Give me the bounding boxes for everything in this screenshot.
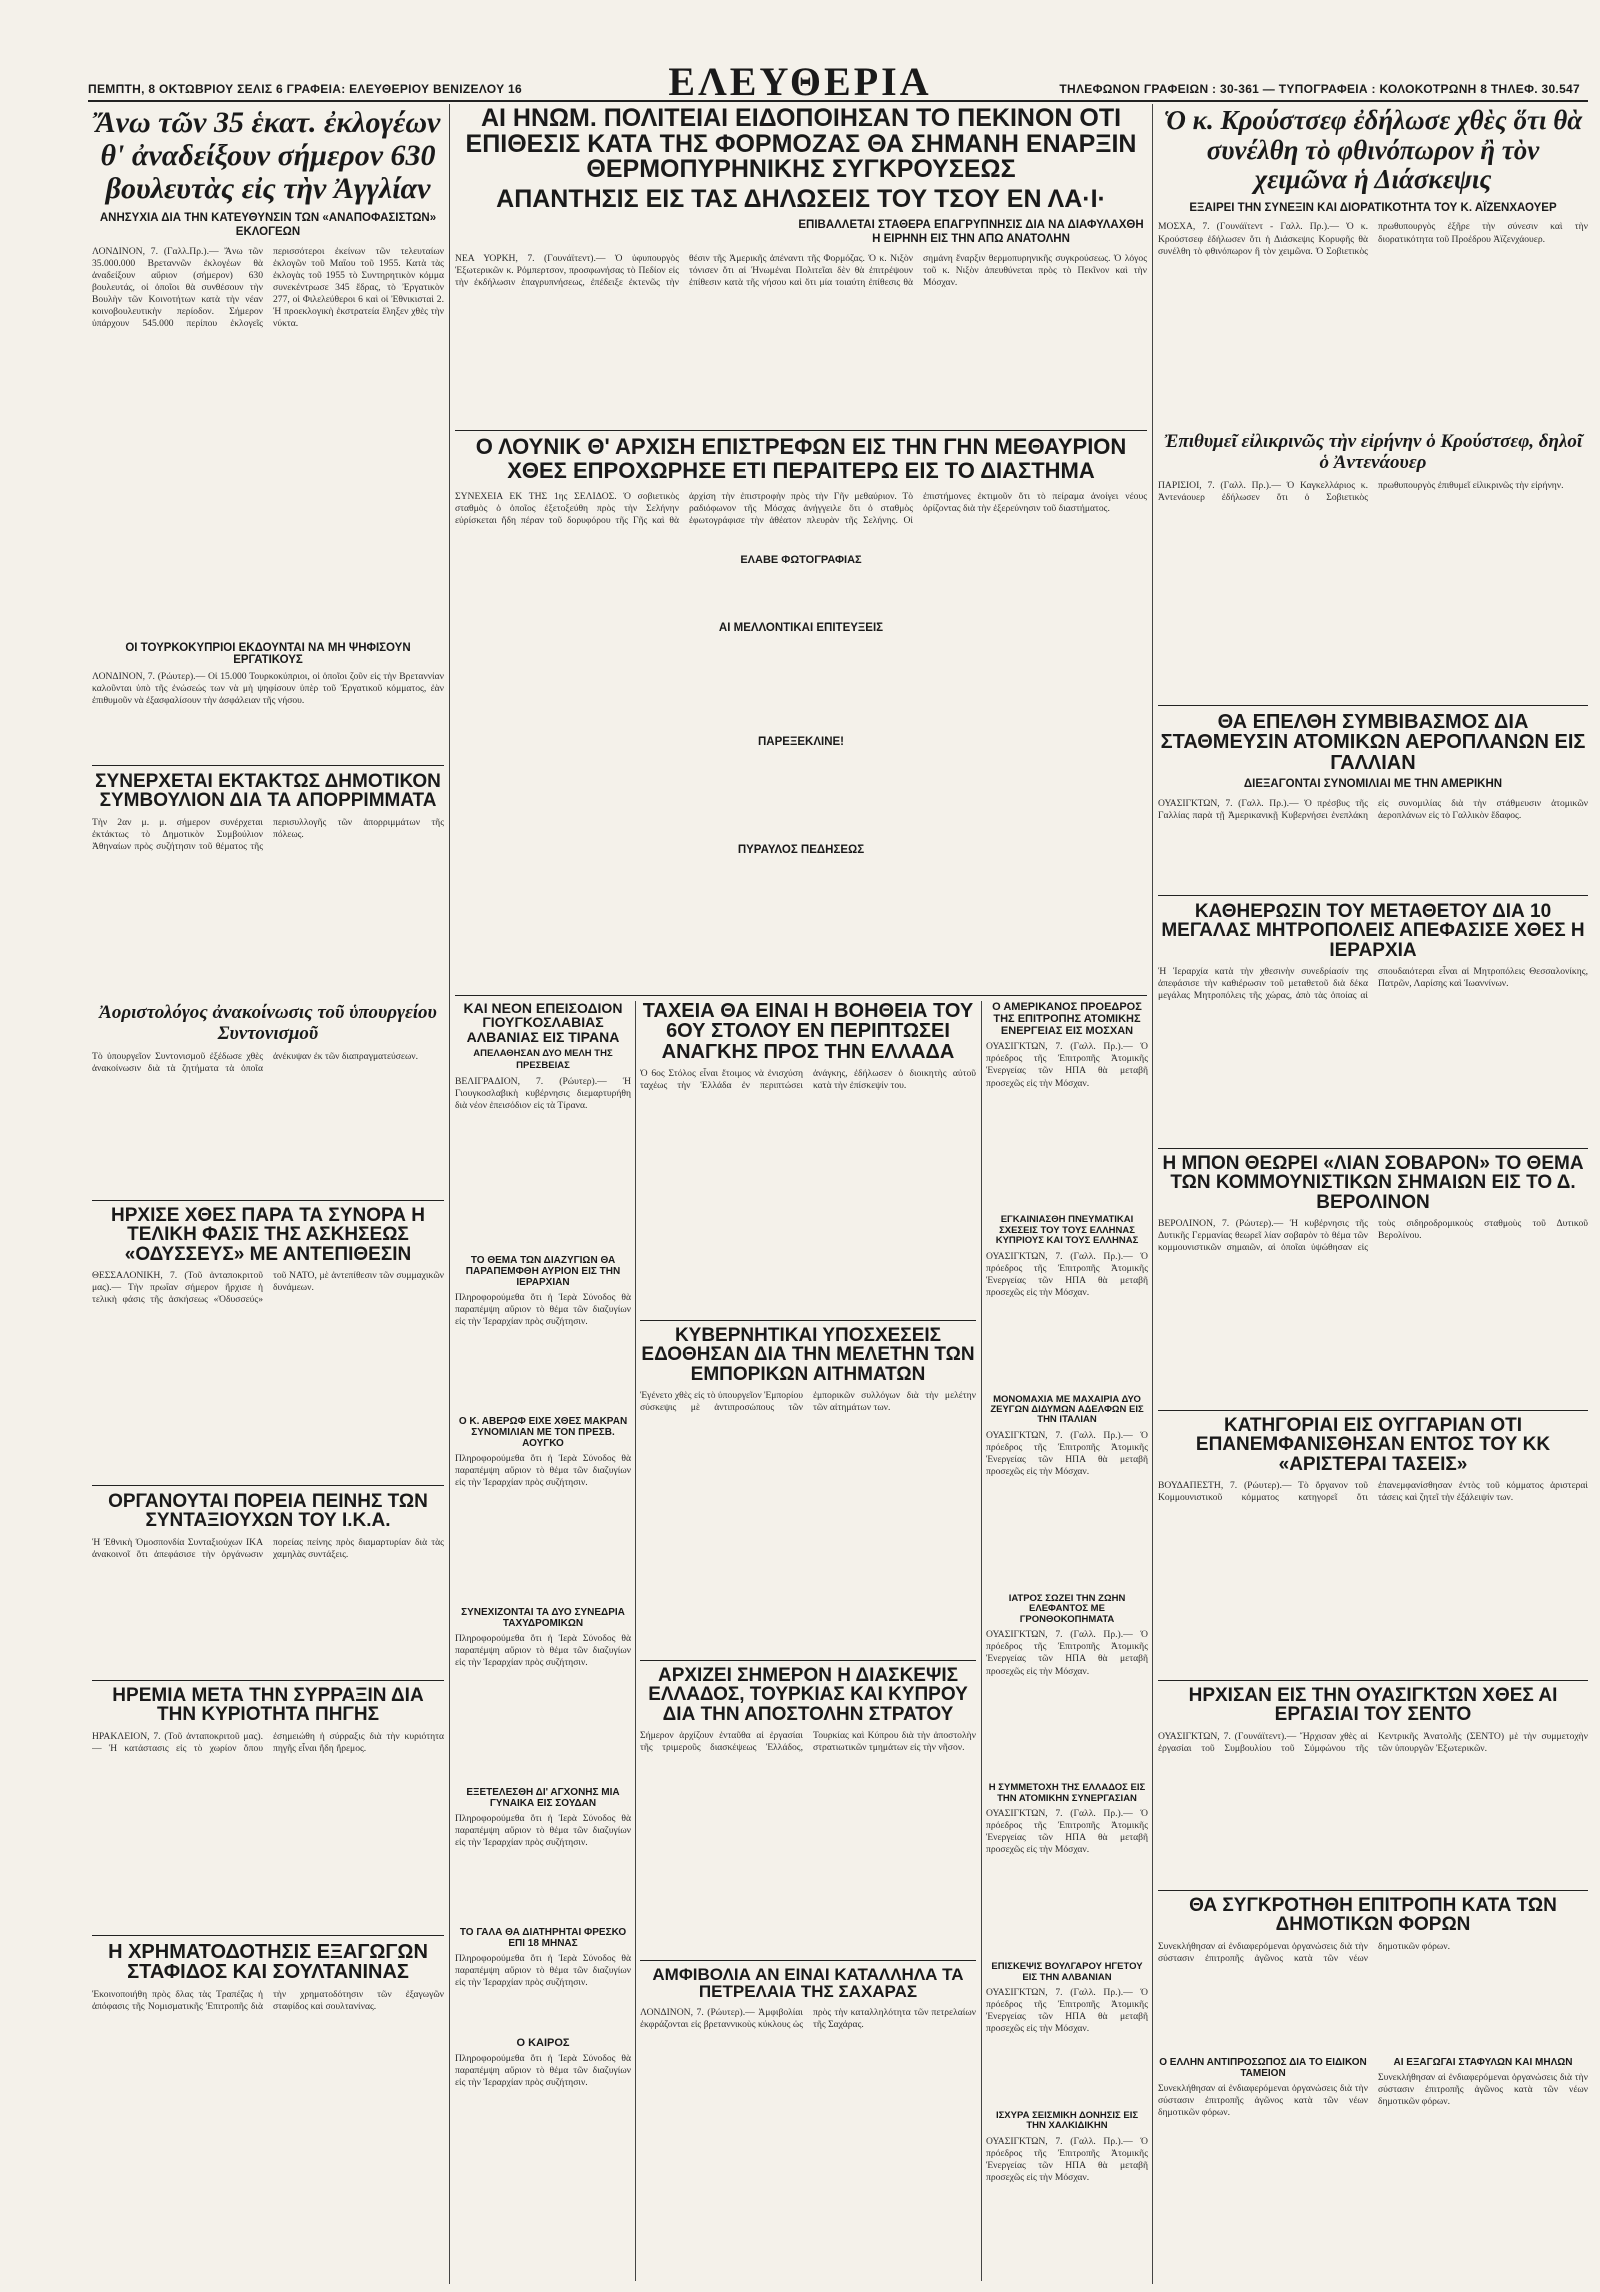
column-rule — [981, 1001, 982, 2281]
section-rule — [1158, 1890, 1588, 1891]
headline: ΑΜΦΙΒΟΛΙΑ ΑΝ ΕΙΝΑΙ ΚΑΤΑΛΛΗΛΑ ΤΑ ΠΕΤΡΕΛΑΙΑ ΤΗΣ ΣΑΧΑΡΑΣ — [652, 1966, 964, 2002]
subheadline: ΔΙΕΞΑΓΟΝΤΑΙ ΣΥΝΟΜΙΛΙΑΙ ΜΕ ΤΗΝ ΑΜΕΡΙΚΗΝ — [1243, 778, 1503, 791]
article-odysseus — [92, 1206, 444, 1470]
article-body: ΟΥΑΣΙΓΚΤΩΝ, 7. (Γαλλ. Πρ.).— Ὁ πρόεδρος τῆς Ἐπιτροπῆς Ἀτομικῆς Ἐνεργείας τῶν ΗΠΑ θὰ μεταβῆ προσεχῶς εἰς τὴν Μόσχαν. — [986, 1429, 1148, 1478]
headline: Ὁ κ. Κρούστσεφ ἐδήλωσε χθὲς ὅτι θὰ συνέλθη τὸ φθινόπωρον ἢ τὸν χειμῶνα ἡ Διάσκεψις — [1163, 106, 1583, 195]
headline: Ἀοριστολόγος ἀνακοίνωσις τοῦ ὑπουργείου Συντονισμοῦ — [99, 1001, 437, 1044]
section-future: ΑΙ ΜΕΛΛΟΝΤΙΚΑΙ ΕΠΙΤΕΥΞΕΙΣ — [718, 622, 884, 634]
headline: Η ΣΥΜΜΕΤΟΧΗ ΤΗΣ ΕΛΛΑΔΟΣ ΕΙΣ ΤΗΝ ΑΤΟΜΙΚΗΝ ΣΥΝΕΡΓΑΣΙΑΝ — [988, 1782, 1146, 1804]
section-photos: ΕΛΑΒΕ ΦΩΤΟΓΡΑΦΙΑΣ — [740, 554, 862, 566]
article-body: ΟΥΑΣΙΓΚΤΩΝ, 7. (Γουνάϊτεντ).— Ἤρχισαν χθὲς αἱ ἐργασίαι τοῦ Συμβουλίου τοῦ Σύμφώνου τῆς Κεντρικῆς Ἀνατολῆς (ΣΕΝΤΟ) μὲ τὴν συμμετοχὴν τῶν ὑπουργῶν Ἐξωτερικῶν. — [1158, 1730, 1588, 1754]
article-body: Τὸ ὑπουργεῖον Συντονισμοῦ ἐξέδωσε χθὲς ἀνακοίνωσιν διὰ τὰ ζητήματα τὰ ὁποῖα ἀνέκυψαν ἐκ τῶν διαπραγματεύσεων. — [92, 1050, 418, 1074]
article-body: Ἐκοινοποιήθη πρὸς δλας τὰς Τραπέζας ἡ ἀπόφασις τῆς Νομισματικῆς Ἐπιτροπῆς διὰ τὴν χρηματοδότησιν τῶν ἐξαγωγῶν σταφίδος καὶ σουλτανίνας. — [92, 1988, 444, 2012]
article-body: ΛΟΝΔΙΝΟΝ, 7. (Ρώυτερ).— Ἀμφιβολίαι ἐκφράζονται εἰς βρεταννικοὺς κύκλους ὡς πρὸς τὴν καταλληλότητα τῶν πετρελαίων τῆς Σαχάρας. — [640, 2006, 976, 2030]
article-body: Πληροφορούμεθα ὅτι ἡ Ἱερὰ Σύνοδος θὰ παραπέμψη αὔριον τὸ θέμα τῶν διαζυγίων εἰς τὴν Ἱεραρχίαν πρὸς συζήτησιν. — [455, 2052, 631, 2088]
article-body: ΛΟΝΔΙΝΟΝ, 7. (Ρώυτερ).— Οἱ 15.000 Τουρκοκύπριοι, οἱ ὁποῖοι ζοῦν εἰς τὴν Βρεταννίαν καλοῦνται ὑπὸ τῆς ἐνώσεώς των νὰ μὴ ψηφίσουν ὑπὲρ τοῦ Ἐργατικοῦ κόμματος, ἐὰν ἐπιθυμοῦν νὰ ἐξασφαλίσουν τὴν ἀσφάλειαν τῆς νήσου. — [92, 671, 444, 707]
headline: ΑΡΧΙΖΕΙ ΣΗΜΕΡΟΝ Η ΔΙΑΣΚΕΨΙΣ ΕΛΛΑΔΟΣ, ΤΟΥΡΚΙΑΣ ΚΑΙ ΚΥΠΡΟΥ ΔΙΑ ΤΗΝ ΑΠΟΣΤΟΛΗΝ ΣΤΡΑΤΟΥ — [648, 1666, 968, 1725]
headline: Ο Κ. ΑΒΕΡΩΦ ΕΙΧΕ ΧΘΕΣ ΜΑΚΡΑΝ ΣΥΝΟΜΙΛΙΑΝ ΜΕ ΤΟΝ ΠΡΕΣΒ. ΑΟΥΓΚΟ — [458, 1415, 628, 1449]
article-body: ΟΥΑΣΙΓΚΤΩΝ, 7. (Γαλλ. Πρ.).— Ὁ πρόεδρος τῆς Ἐπιτροπῆς Ἀτομικῆς Ἐνεργείας τῶν ΗΠΑ θὰ μεταβῆ προσεχῶς εἰς τὴν Μόσχαν. — [986, 1041, 1148, 1089]
article-body: ΘΕΣΣΑΛΟΝΙΚΗ, 7. (Τοῦ ἀνταποκριτοῦ μας).— Τὴν πρωΐαν σήμερον ἤρχισε ἡ τελικὴ φάσις τῆς ἀσκήσεως «Ὀδυσσεύς» τοῦ ΝΑΤΟ, μὲ ἀντεπίθεσιν τῶν συμμαχικῶν δυνάμεων. — [92, 1270, 444, 1306]
article-body: Συνεκλήθησαν αἱ ἐνδιαφερόμεναι ὀργανώσεις διὰ τὴν σύστασιν ἐπιτροπῆς ἀγῶνος κατὰ τῶν νέων δημοτικῶν φόρων. — [1378, 2071, 1588, 2107]
headline: ΙΣΧΥΡΑ ΣΕΙΣΜΙΚΗ ΔΟΝΗΣΙΣ ΕΙΣ ΤΗΝ ΧΑΛΚΙΔΙΚΗΝ — [995, 2109, 1139, 2132]
masthead-rule — [88, 100, 1588, 102]
article-body: ΟΥΑΣΙΓΚΤΩΝ, 7. (Γαλλ. Πρ.).— Ὁ πρόεδρος τῆς Ἐπιτροπῆς Ἀτομικῆς Ἐνεργείας τῶν ΗΠΑ θὰ μεταβῆ προσεχῶς εἰς τὴν Μόσχαν. — [986, 1808, 1148, 1856]
article-body: Πληροφορούμεθα ὅτι ἡ Ἱερὰ Σύνοδος θὰ παραπέμψη αὔριον τὸ θέμα τῶν διαζυγίων εἰς τὴν Ἱεραρχίαν πρὸς συζήτησιν. — [455, 1452, 631, 1488]
article-body: Πληροφορούμεθα ὅτι ἡ Ἱερὰ Σύνοδος θὰ παραπέμψη αὔριον τὸ θέμα τῶν διαζυγίων εἰς τὴν Ἱεραρχίαν πρὸς συζήτησιν. — [455, 1291, 631, 1327]
headline: ΑΙ ΕΞΑΓΩΓΑΙ ΣΤΑΦΥΛΩΝ ΚΑΙ ΜΗΛΩΝ — [1393, 2056, 1573, 2068]
article-body: ΟΥΑΣΙΓΚΤΩΝ, 7. (Γαλλ. Πρ.).— Ὁ πρόεδρος τῆς Ἐπιτροπῆς Ἀτομικῆς Ἐνεργείας τῶν ΗΠΑ θὰ μεταβῆ προσεχῶς εἰς τὴν Μόσχαν. — [986, 1250, 1148, 1298]
section-rule — [92, 1680, 444, 1681]
headline: ΕΠΙΣΚΕΨΙΣ ΒΟΥΛΓΑΡΟΥ ΗΓΕΤΟΥ ΕΙΣ ΤΗΝ ΑΛΒΑΝΙΑΝ — [991, 1961, 1143, 1983]
article-hunger-march — [92, 1492, 444, 1657]
headline: Ο ΚΑΙΡΟΣ — [516, 2036, 570, 2049]
article-body: ΒΟΥΔΑΠΕΣΤΗ, 7. (Ρώυτερ).— Τὸ ὄργανον τοῦ Κομμουνιστικοῦ κόμματος κατηγορεῖ ὅτι ἐπανεμφανίσθησαν ἐντὸς τοῦ κόμματος ἀριστεραὶ τάσεις καὶ ζητεῖ τὴν ἐξάλειψίν των. — [1158, 1480, 1588, 1504]
article-body: ΒΕΛΙΓΡΑΔΙΟΝ, 7. (Ρώυτερ).— Ἡ Γιουγκοσλαβικὴ κυβέρνησις διεμαρτυρήθη διὰ νέον ἐπεισόδιον εἰς τὰ Τίρανα. — [455, 1075, 631, 1111]
headline: ΗΡΕΜΙΑ ΜΕΤΑ ΤΗΝ ΣΥΡΡΑΞΙΝ ΔΙΑ ΤΗΝ ΚΥΡΙΟΤΗΤΑ ΠΗΓΗΣ — [112, 1686, 424, 1726]
headline: ΗΡΧΙΣΕ ΧΘΕΣ ΠΑΡΑ ΤΑ ΣΥΝΟΡΑ Η ΤΕΛΙΚΗ ΦΑΣΙΣ ΤΗΣ ΑΣΚΗΣΕΩΣ «ΟΔΥΣΣΕΥΣ» ΜΕ ΑΝΤΕΠΙΘΕΣΙΝ — [111, 1206, 425, 1265]
article-body: ΝΕΑ ΥΟΡΚΗ, 7. (Γουνάϊτεντ).— Ὁ ὑφυπουργὸς Ἐξωτερικῶν κ. Ρόμπερτσον, προσφωνήσας τὸ Πεδίον εἰς τὴν ἐκδήλωσιν ἐπαγρυπνήσεως, ἐπέδειξε ἐκτενῶς τὴν θέσιν τῆς Ἀμερικῆς ἀπέναντι τῆς Φορμόζας. Ὁ κ. Νιξὸν τόνισεν ὅτι αἱ Ἡνωμέναι Πολιτεῖαι δὲν θὰ ἐπιτρέψουν ἐπίθεσιν κατὰ τῆς νήσου καὶ ὅτι μία τοιαύτη ἐπίθεσις θὰ σημάνη ἔναρξιν θερμοπυρηνικῆς συγκρούσεως. Ὁ λόγος τοῦ κ. Νιξὸν ἀπευθύνεται πρὸς τὸ Πεκῖνον καὶ τὴν Μόσχαν. — [455, 252, 1147, 288]
article-body: Συνεκλήθησαν αἱ ἐνδιαφερόμεναι ὀργανώσεις διὰ τὴν σύστασιν ἐπιτροπῆς ἀγῶνος κατὰ τῶν νέων δημοτικῶν φόρων. — [1158, 1940, 1450, 1964]
article-body: Ἡ Ἐθνικὴ Ὁμοσπονδία Συνταξιούχων ΙΚΑ ἀνακοινοῖ ὅτι ἀπεφάσισε τὴν ὀργάνωσιν πορείας πείνης πρὸς διαμαρτυρίαν διὰ τὰς χαμηλὰς συντάξεις. — [92, 1536, 444, 1560]
headline: ΤΟ ΘΕΜΑ ΤΩΝ ΔΙΑΖΥΓΙΩΝ ΘΑ ΠΑΡΑΠΕΜΦΘΗ ΑΥΡΙΟΝ ΕΙΣ ΤΗΝ ΙΕΡΑΡΧΙΑΝ — [465, 1254, 621, 1288]
article-body: ΟΥΑΣΙΓΚΤΩΝ, 7. (Γαλλ. Πρ.).— Ὁ πρόεδρος τῆς Ἐπιτροπῆς Ἀτομικῆς Ἐνεργείας τῶν ΗΠΑ θὰ μεταβῆ προσεχῶς εἰς τὴν Μόσχαν. — [986, 1986, 1148, 2035]
headline: ΘΑ ΕΠΕΛΘΗ ΣΥΜΒΙΒΑΣΜΟΣ ΔΙΑ ΣΤΑΘΜΕΥΣΙΝ ΑΤΟΜΙΚΩΝ ΑΕΡΟΠΛΑΝΩΝ ΕΙΣ ΓΑΛΛΙΑΝ — [1160, 712, 1586, 774]
article-conference — [640, 1666, 976, 1930]
section-rule — [640, 1660, 976, 1661]
headline: ΧΘΕΣ ΕΠΡΟΧΩΡΗΣΕ ΕΤΙ ΠΕΡΑΙΤΕΡΩ ΕΙΣ ΤΟ ΔΙΑΣΤΗΜΑ — [507, 458, 1095, 484]
article-body: Ἡ Ἱεραρχία κατὰ τὴν χθεσινὴν συνεδρίασίν της ἀπεφάσισε τὴν καθιέρωσιν τοῦ μεταθετοῦ διὰ δέκα μεγάλας Μητροπόλεις τῆς χώρας, ἀπὸ τὰς ὁποίας αἱ σπουδαιότεραι εἶναι αἱ Μητροπόλεις Θεσσαλονίκης, Πατρῶν, Λαρίσης καὶ Ἰωαννίνων. — [1158, 966, 1588, 1002]
section-rule — [92, 1485, 444, 1486]
article-hungary — [1158, 1416, 1588, 1670]
article-pekin — [455, 106, 1147, 413]
article-body: ΛΟΝΔΙΝΟΝ, 7. (Γαλλ.Πρ.).— Ἄνω τῶν 35.000.000 Βρεταννῶν ἐκλογέων θὰ ἀναδείξουν αὔριον (σήμερον) 630 βουλευτάς, οἱ ὁποῖοι θὰ συνθέσουν τὴν Βουλὴν τῶν Κοινοτήτων κατὰ τὴν νέαν κοινοβουλευτικὴν περίοδον. Σήμερον ὑπάρχουν 545.000 περίπου ἐκλογεῖς περισσότεροι ἐκείνων τῶν τελευταίων ἐκλογῶν τοῦ Μαΐου τοῦ 1955. Κατὰ τὰς ἐκλογὰς τοῦ 1955 τὸ Συντηρητικὸν κόμμα συνεκέντρωσε 345 ἕδρας, τὸ Ἐργατικὸν 277, οἱ Φιλελεύθεροι 6 καὶ οἱ Ἐθνικισταὶ 2. Ἡ προεκλογικὴ ἐκστρατεία ἔληξεν χθὲς τὴν νύκτα. — [92, 245, 444, 330]
headline: Ἐπιθυμεῖ εἰλικρινῶς τὴν εἰρήνην ὁ Κρούστσεφ, δηλοῖ ὁ Ἀντενάουερ — [1163, 431, 1583, 474]
subheadline: ΕΠΙΒΑΛΛΕΤΑΙ ΣΤΑΘΕΡΑ ΕΠΑΓΡΥΠΝΗΣΙΣ ΔΙΑ ΝΑ ΔΙΑΦΥΛΑΧΘΗ Η ΕΙΡΗΝΗ ΕΙΣ ΤΗΝ ΑΠΩ ΑΝΑΤΟΛΗΝ — [798, 219, 1144, 246]
subheadline: ΕΞΑΙΡΕΙ ΤΗΝ ΣΥΝΕΞΙΝ ΚΑΙ ΔΙΟΡΑΤΙΚΟΤΗΤΑ ΤΟΥ Κ. ΑΪΖΕΝΧΑΟΥΕΡ — [1189, 202, 1557, 215]
article-body: Τὴν 2αν μ. μ. σήμερον συνέρχεται ἐκτάκτως τὸ Δημοτικὸν Συμβούλιον Ἀθηναίων πρὸς συζήτησιν τοῦ θέματος τῆς περισυλλογῆς τῶν ἀπορριμμάτων τῆς πόλεως. — [92, 816, 444, 852]
headline: ΤΑΧΕΙΑ ΘΑ ΕΙΝΑΙ Η ΒΟΗΘΕΙΑ ΤΟΥ 6ΟΥ ΣΤΟΛΟΥ ΕΝ ΠΕΡΙΠΤΩΣΕΙ ΑΝΑΓΚΗΣ ΠΡΟΣ ΤΗΝ ΕΛΛΑΔΑ — [642, 1001, 974, 1063]
article-lunik — [455, 436, 1147, 1001]
article-body: Πληροφορούμεθα ὅτι ἡ Ἱερὰ Σύνοδος θὰ παραπέμψη αὔριον τὸ θέμα τῶν διαζυγίων εἰς τὴν Ἱεραρχίαν πρὸς συζήτησιν. — [455, 1812, 631, 1848]
article-municipal — [1158, 1896, 1588, 2233]
section-deviation: ΠΑΡΕΞΕΚΛΙΝΕ! — [758, 736, 844, 748]
subheadline: ΑΠΕΛΑΘΗΣΑΝ ΔΥΟ ΜΕΛΗ ΤΗΣ ΠΡΕΣΒΕΙΑΣ — [473, 1047, 613, 1071]
article-body: ΜΟΣΧΑ, 7. (Γουνάϊτεντ - Γαλλ. Πρ.).— Ὁ κ. Κρούστσεφ ἐδήλωσεν ὅτι ἡ Διάσκεψις Κορυφῆς θὰ συνέλθη τὸ φθινόπωρον ἢ τὸν χειμῶνα. Ὁ Σοβιετικὸς πρωθυπουργὸς ἐξῆρε τὴν σύνεσιν καὶ τὴν διορατικότητα τοῦ Προέδρου Ἀϊζενχάουερ. — [1158, 221, 1588, 257]
masthead-date-address: ΠΕΜΠΤΗ, 8 ΟΚΤΩΒΡΙΟΥ ΣΕΛΙΣ 6 ΓΡΑΦΕΙΑ: ΕΛΕΥΘΕΡΙΟΥ ΒΕΝΙΖΕΛΟΥ 16 — [88, 82, 522, 96]
masthead-phone: ΤΗΛΕΦΩΝΟΝ ΓΡΑΦΕΙΩΝ : 30-361 — ΤΥΠΟΓΡΑΦΕΙΑ : ΚΟΛΟΚΟΤΡΩΝΗ 8 ΤΗΛΕΦ. 30.547 — [1059, 82, 1580, 96]
headline: ΑΠΑΝΤΗΣΙΣ ΕΙΣ ΤΑΣ ΔΗΛΩΣΕΙΣ ΤΟΥ ΤΣΟΥ ΕΝ ΛΑ·Ι· — [496, 184, 1106, 213]
article-body: ΟΥΑΣΙΓΚΤΩΝ, 7. (Γαλλ. Πρ.).— Ὁ πρόεδρος τῆς Ἐπιτροπῆς Ἀτομικῆς Ἐνεργείας τῶν ΗΠΑ θὰ μεταβῆ προσεχῶς εἰς τὴν Μόσχαν. — [986, 2135, 1148, 2184]
masthead — [0, 60, 1600, 100]
article-body: ΠΑΡΙΣΙΟΙ, 7. (Γαλλ. Πρ.).— Ὁ Καγκελλάριος κ. Ἀντενάουερ ἐδήλωσεν ὅτι ὁ Σοβιετικὸς πρωθυπουργὸς ἐπιθυμεῖ εἰλικρινῶς τὴν εἰρήνην. — [1158, 480, 1564, 504]
headline: ΕΓΚΑΙΝΙΑΣΘΗ ΠΝΕΥΜΑΤΙΚΑΙ ΣΧΕΣΕΙΣ ΤΟΥ ΤΟΥΣ ΕΛΛΗΝΑΣ ΚΥΠΡΙΟΥΣ ΚΑΙ ΤΟΥΣ ΕΛΛΗΝΑΣ — [995, 1214, 1139, 1247]
article-body: ΣΥΝΕΧΕΙΑ ΕΚ ΤΗΣ 1ης ΣΕΛΙΔΟΣ. Ὁ σοβιετικὸς σταθμὸς ὁ ὁποῖος ἐξετοξεύθη πρὸς τὴν Σελήνην εὑρίσκεται ἤδη πέραν τοῦ δορυφόρου τῆς Γῆς καὶ θὰ ἀρχίση τὴν ἐπιστροφὴν πρὸς τὴν Γῆν μεθαύριον. Τὸ ραδιόφωνον τῆς Μόσχας ἀνήγγειλε ὅτι ὁ σταθμὸς ἐφωτογράφισε τὴν ἀθέατον πλευρὰν τῆς Σελήνης. Οἱ ἐπιστήμονες ἐκτιμοῦν ὅτι τὸ πείραμα ἀνοίγει νέους ὁρίζοντας διὰ τὴν ἐξερεύνησιν τοῦ διαστήματος. — [455, 490, 1147, 527]
headline: ΕΞΕΤΕΛΕΣΘΗ ΔΙ' ΑΓΧΟΝΗΣ ΜΙΑ ΓΥΝΑΙΚΑ ΕΙΣ ΣΟΥΔΑΝ — [466, 1786, 620, 1809]
section-rule — [92, 1935, 444, 1936]
headline: ΙΑΤΡΟΣ ΣΩΖΕΙ ΤΗΝ ΖΩΗΝ ΕΛΕΦΑΝΤΟΣ ΜΕ ΓΡΟΝΘΟΚΟΠΗΜΑΤΑ — [1008, 1592, 1126, 1625]
section-rule — [1158, 1148, 1588, 1149]
article-body: Συνεκλήθησαν αἱ ἐνδιαφερόμεναι ὀργανώσεις διὰ τὴν σύστασιν ἐπιτροπῆς ἀγῶνος κατὰ τῶν νέων δημοτικῶν φόρων. — [1158, 2082, 1368, 2118]
article-albania — [455, 1001, 631, 2143]
article-calm — [92, 1686, 444, 1911]
headline: ΚΑΤΗΓΟΡΙΑΙ ΕΙΣ ΟΥΓΓΑΡΙΑΝ ΟΤΙ ΕΠΑΝΕΜΦΑΝΙΣΘΗΣΑΝ ΕΝΤΟΣ ΤΟΥ ΚΚ «ΑΡΙΣΤΕΡΑΙ ΤΑΣΕΙΣ» — [1195, 1416, 1551, 1475]
article-body: Πληροφορούμεθα ὅτι ἡ Ἱερὰ Σύνοδος θὰ παραπέμψη αὔριον τὸ θέμα τῶν διαζυγίων εἰς τὴν Ἱεραρχίαν πρὸς συζήτησιν. — [455, 1952, 631, 1988]
section-rule — [640, 1960, 976, 1961]
headline: ΟΙ ΤΟΥΡΚΟΚΥΠΡΙΟΙ ΕΚΔΟΥΝΤΑΙ ΝΑ ΜΗ ΨΗΦΙΣΟΥΝ ΕΡΓΑΤΙΚΟΥΣ — [125, 641, 411, 667]
article-body: Ὁ 6ος Στόλος εἶναι ἕτοιμος νὰ ἐνισχύση ταχέως τὴν Ἑλλάδα ἐν περιπτώσει ἀνάγκης, ἐδήλωσεν ὁ διοικητὴς αὐτοῦ κατὰ τὴν ἐπίσκεψίν του. — [640, 1068, 976, 1092]
headline: ΚΥΒΕΡΝΗΤΙΚΑΙ ΥΠΟΣΧΕΣΕΙΣ ΕΔΟΘΗΣΑΝ ΔΙΑ ΤΗΝ ΜΕΛΕΤΗΝ ΤΩΝ ΕΜΠΟΡΙΚΩΝ ΑΙΤΗΜΑΤΩΝ — [641, 1326, 975, 1385]
article-body: Ἐγένετο χθὲς εἰς τὸ ὑπουργεῖον Ἐμπορίου σύσκεψις μὲ ἀντιπροσώπους τῶν ἐμπορικῶν συλλόγων διὰ τὴν μελέτην τῶν αἰτημάτων των. — [640, 1390, 976, 1414]
section-rule — [455, 430, 1147, 431]
section-rule — [1158, 1680, 1588, 1681]
headline: Ο ΛΟΥΝΙΚ Θ' ΑΡΧΙΣΗ ΕΠΙΣΤΡΕΦΩΝ ΕΙΣ ΤΗΝ ΓΗΝ ΜΕΘΑΥΡΙΟΝ — [475, 436, 1127, 459]
section-rule — [1158, 895, 1588, 896]
article-commitments — [640, 1326, 976, 1650]
column-rule — [1152, 104, 1153, 2284]
section-rule — [640, 1320, 976, 1321]
article-council — [92, 772, 444, 1216]
headline: ΗΡΧΙΣΑΝ ΕΙΣ ΤΗΝ ΟΥΑΣΙΓΚΤΩΝ ΧΘΕΣ ΑΙ ΕΡΓΑΣΙΑΙ ΤΟΥ ΣΕΝΤΟ — [1188, 1686, 1558, 1726]
article-cento — [1158, 1686, 1588, 1871]
article-uk-elections — [92, 106, 444, 781]
article-body: Σήμερον ἀρχίζουν ἐνταῦθα αἱ ἐργασίαι τῆς τριμεροῦς διασκέψεως Ἑλλάδος, Τουρκίας καὶ Κύπρου διὰ τὴν ἀποστολὴν στρατιωτικῶν τμημάτων εἰς τὴν νῆσον. — [640, 1730, 976, 1754]
article-body: ΟΥΑΣΙΓΚΤΩΝ, 7. (Γαλλ. Πρ.).— Ὁ πρέσβυς τῆς Γαλλίας παρὰ τῇ Ἀμερικανικῇ Κυβερνήσει ἐνεπλάκη εἰς συνομιλίας διὰ τὴν στάθμευσιν ἀτομικῶν ἀεροπλάνων εἰς τὸ Γαλλικὸν ἔδαφος. — [1158, 797, 1588, 821]
newspaper-title: ΕΛΕΥΘΕΡΙΑ — [668, 60, 932, 100]
article-6th-fleet — [640, 1001, 976, 1293]
headline: ΤΟ ΓΑΛΑ ΘΑ ΔΙΑΤΗΡΗΤΑΙ ΦΡΕΣΚΟ ΕΠΙ 18 ΜΗΝΑΣ — [459, 1926, 627, 1949]
section-rule — [1158, 1410, 1588, 1411]
article-body: Πληροφορούμεθα ὅτι ἡ Ἱερὰ Σύνοδος θὰ παραπέμψη αὔριον τὸ θέμα τῶν διαζυγίων εἰς τὴν Ἱεραρχίαν πρὸς συζήτησιν. — [455, 1632, 631, 1668]
section-rule — [92, 765, 444, 766]
headline: ΣΥΝΕΡΧΕΤΑΙ ΕΚΤΑΚΤΩΣ ΔΗΜΟΤΙΚΟΝ ΣΥΜΒΟΥΛΙΟΝ ΔΙΑ ΤΑ ΑΠΟΡΡΙΜΜΑΤΑ — [95, 772, 441, 812]
article-raisins — [92, 1942, 444, 2229]
article-khrushchev — [1158, 106, 1588, 560]
article-atomic — [986, 1001, 1148, 2246]
section-braking: ΠΥΡΑΥΛΟΣ ΠΕΔΗΣΕΩΣ — [737, 844, 865, 856]
headline: ΚΑΘΗΕΡΩΣΙΝ ΤΟΥ ΜΕΤΑΘΕΤΟΥ ΔΙΑ 10 ΜΕΓΑΛΑΣ ΜΗΤΡΟΠΟΛΕΙΣ ΑΠΕΦΑΣΙΣΕ ΧΘΕΣ Η ΙΕΡΑΡΧΙΑ — [1161, 902, 1585, 961]
headline: ΜΟΝΟΜΑΧΙΑ ΜΕ ΜΑΧΑΙΡΙΑ ΔΥΟ ΖΕΥΓΩΝ ΔΙΔΥΜΩΝ ΑΔΕΛΦΩΝ ΕΙΣ ΤΗΝ ΙΤΑΛΙΑΝ — [990, 1393, 1144, 1426]
headline: ΟΡΓΑΝΟΥΤΑΙ ΠΟΡΕΙΑ ΠΕΙΝΗΣ ΤΩΝ ΣΥΝΤΑΞΙΟΥΧΩΝ ΤΟΥ Ι.Κ.Α. — [108, 1492, 428, 1532]
headline: Ο ΕΛΛΗΝ ΑΝΤΙΠΡΟΣΩΠΟΣ ΔΙΑ ΤΟ ΕΙΔΙΚΟΝ ΤΑΜΕΙΟΝ — [1159, 2056, 1367, 2079]
subheadline: ΑΝΗΣΥΧΙΑ ΔΙΑ ΤΗΝ ΚΑΤΕΥΘΥΝΣΙΝ ΤΩΝ «ΑΝΑΠΟΦΑΣΙΣΤΩΝ» ΕΚΛΟΓΕΩΝ — [99, 212, 437, 239]
article-compromise — [1158, 712, 1588, 898]
headline: ΑΙ ΗΝΩΜ. ΠΟΛΙΤΕΙΑΙ ΕΙΔΟΠΟΙΗΣΑΝ ΤΟ ΠΕΚΙΝΟΝ ΟΤΙ ΕΠΙΘΕΣΙΣ ΚΑΤΑ ΤΗΣ ΦΟΡΜΟΖΑΣ ΘΑ ΣΗΜΑΝΗ ΕΝΑΡΞΙΝ ΘΕΡΜΟΠΥΡΗΝΙΚΗΣ ΣΥΓΚΡΟΥΣΕΩΣ — [465, 106, 1137, 183]
headline: Ο ΑΜΕΡΙΚΑΝΟΣ ΠΡΟΕΔΡΟΣ ΤΗΣ ΕΠΙΤΡΟΠΗΣ ΑΤΟΜΙΚΗΣ ΕΝΕΡΓΕΙΑΣ ΕΙΣ ΜΟΣΧΑΝ — [992, 1001, 1142, 1038]
headline: ΚΑΙ ΝΕΟΝ ΕΠΕΙΣΟΔΙΟΝ ΓΙΟΥΓΚΟΣΛΑΒΙΑΣ ΑΛΒΑΝΙΑΣ ΕΙΣ ΤΙΡΑΝΑ — [463, 1001, 623, 1045]
column-rule — [635, 1001, 636, 2281]
article-sahara — [640, 1966, 976, 2237]
headline: Η ΧΡΗΜΑΤΟΔΟΤΗΣΙΣ ΕΞΑΓΩΓΩΝ ΣΤΑΦΙΔΟΣ ΚΑΙ ΣΟΥΛΤΑΝΙΝΑΣ — [108, 1942, 428, 1984]
article-berlin — [1158, 1154, 1588, 1388]
article-body: ΟΥΑΣΙΓΚΤΩΝ, 7. (Γαλλ. Πρ.).— Ὁ πρόεδρος τῆς Ἐπιτροπῆς Ἀτομικῆς Ἐνεργείας τῶν ΗΠΑ θὰ μεταβῆ προσεχῶς εἰς τὴν Μόσχαν. — [986, 1629, 1148, 1677]
article-body: ΒΕΡΟΛΙΝΟΝ, 7. (Ρώυτερ).— Ἡ κυβέρνησις τῆς Δυτικῆς Γερμανίας θεωρεῖ λίαν σοβαρὸν τὸ θέμα τῶν κομμουνιστικῶν σημαιῶν, αἱ ὁποῖαι ὑψώθησαν εἰς τοὺς σιδηροδρομικοὺς σταθμοὺς τοῦ Δυτικοῦ Βερολίνου. — [1158, 1218, 1588, 1254]
headline: Η ΜΠΟΝ ΘΕΩΡΕΙ «ΛΙΑΝ ΣΟΒΑΡΟΝ» ΤΟ ΘΕΜΑ ΤΩΝ ΚΟΜΜΟΥΝΙΣΤΙΚΩΝ ΣΗΜΑΙΩΝ ΕΙΣ ΤΟ Δ. ΒΕΡΟΛΙΝΟΝ — [1162, 1154, 1584, 1213]
headline: Ἄνω τῶν 35 ἑκατ. ἐκλογέων θ' ἀναδείξουν σήμερον 630 βουλευτὰς εἰς τὴν Ἀγγλίαν — [95, 106, 441, 205]
section-rule — [92, 1200, 444, 1201]
headline: ΘΑ ΣΥΓΚΡΟΤΗΘΗ ΕΠΙΤΡΟΠΗ ΚΑΤΑ ΤΩΝ ΔΗΜΟΤΙΚΩΝ ΦΟΡΩΝ — [1189, 1896, 1557, 1936]
section-rule — [455, 995, 1147, 996]
article-bishops — [1158, 902, 1588, 1141]
column-rule — [449, 104, 450, 2284]
article-body: ΗΡΑΚΛΕΙΟΝ, 7. (Τοῦ ἀνταποκριτοῦ μας).— Ἡ κατάστασις εἰς τὸ χωρίον ὅπου ἐσημειώθη ἡ σύρραξις διὰ τὴν κυριότητα πηγῆς εἶναι ἤδη ἤρεμος. — [92, 1730, 444, 1754]
headline: ΣΥΝΕΧΙΖΟΝΤΑΙ ΤΑ ΔΥΟ ΣΥΝΕΔΡΙΑ ΤΑΧΥΔΡΟΜΙΚΩΝ — [461, 1606, 625, 1629]
section-rule — [1158, 705, 1588, 706]
